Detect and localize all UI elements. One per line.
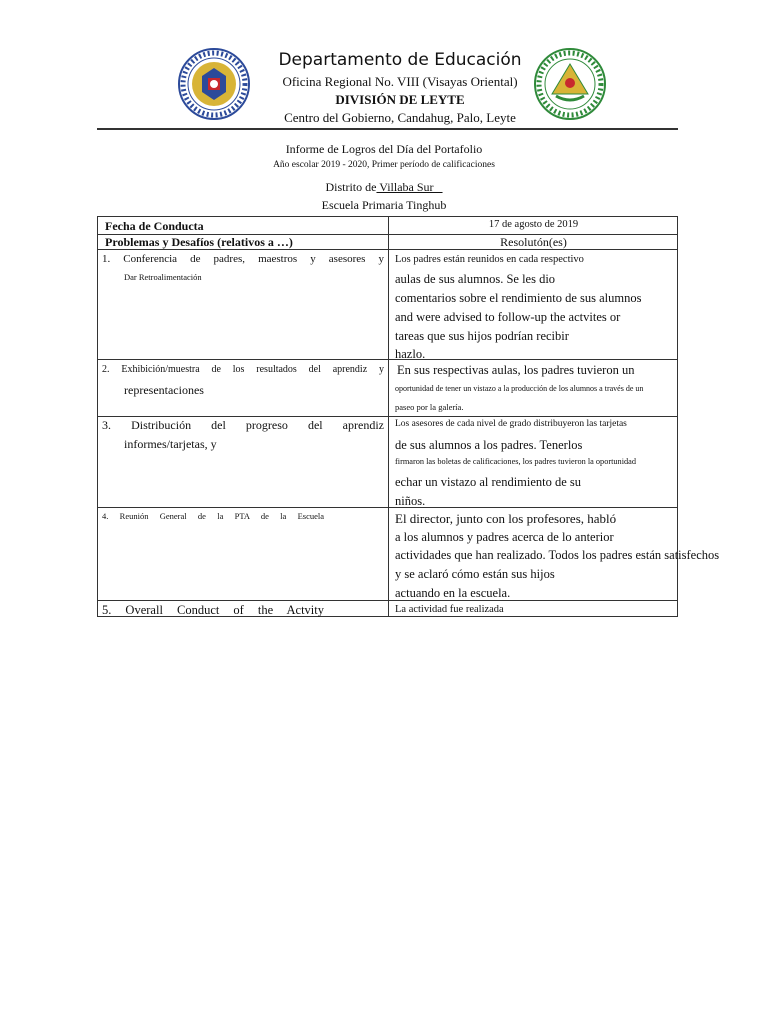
resolution-4-line-5: actuando en la escuela.: [395, 586, 511, 600]
report-title: Informe de Logros del Día del Portafolio: [285, 142, 483, 156]
department-title: Departamento de Educación: [278, 50, 522, 70]
resolution-3-line-5: niños.: [395, 494, 426, 508]
problem-1-sub: Dar Retroalimentación: [124, 272, 202, 282]
resolution-1-line-3: comentarios sobre el rendimiento de sus alumnos: [395, 291, 642, 305]
resolution-5-line-1: La actividad fue realizada: [395, 604, 504, 615]
school-name: Escuela Primaria Tinghub: [321, 198, 447, 212]
resolution-2-line-1: En sus respectivas aulas, los padres tuvieron un: [397, 363, 635, 377]
division-address: Centro del Gobierno, Candahug, Palo, Leyte: [284, 110, 516, 125]
school-year: Año escolar 2019 - 2020, Primer período de calificaciones: [273, 160, 495, 170]
report-table: [97, 216, 720, 617]
resolution-4-line-2: a los alumnos y padres acerca de lo anterior: [395, 530, 614, 544]
resolution-4-line-1: El director, junto con los profesores, habló: [395, 511, 617, 526]
problem-2-sub: representaciones: [124, 383, 204, 397]
problem-1: 1. Conferencia de padres, maestros y asesores y: [102, 253, 384, 265]
resolution-3-line-4: echar un vistazo al rendimiento de su: [395, 475, 582, 489]
resolution-1-line-1: Los padres están reunidos en cada respectivo: [395, 254, 584, 265]
conduct-date-value: 17 de agosto de 2019: [488, 219, 579, 230]
header-divider: [97, 128, 678, 130]
problem-5: 5. Overall Conduct of the Actvity: [102, 603, 324, 617]
problem-3-sub: informes/tarjetas, y: [124, 437, 217, 451]
problems-header: Problemas y Desafíos (relativos a …): [105, 235, 293, 249]
district-label: Distrito de: [325, 180, 377, 194]
resolution-1-line-5: tareas que sus hijos podrían recibir: [395, 329, 569, 343]
resolution-4-line-4: y se aclaró cómo están sus hijos: [395, 567, 555, 581]
resolution-3-line-1: Los asesores de cada nivel de grado distribuyeron las tarjetas: [395, 419, 627, 429]
regional-office: Oficina Regional No. VIII (Visayas Oriental): [282, 74, 518, 89]
resolution-4-line-3: actividades que han realizado. Todos los padres están satisfechos: [395, 548, 720, 562]
conduct-date-label: Fecha de Conducta: [105, 219, 204, 233]
resolution-1-line-6: hazlo.: [395, 347, 426, 361]
problem-3: 3. Distribución del progreso del aprendiz: [102, 418, 384, 432]
district-line: [180, 180, 588, 195]
problem-4: 4. Reunión General de la PTA de la Escuela: [102, 511, 324, 521]
resolution-3-line-2: de sus alumnos a los padres. Tenerlos: [395, 438, 583, 452]
resolution-2-line-2: oportunidad de tener un vistazo a la producción de los alumnos a través de un: [395, 384, 644, 393]
resolution-2-line-3: paseo por la galería.: [395, 402, 464, 412]
division-name: DIVISIÓN DE LEYTE: [335, 92, 465, 107]
problem-2: 2. Exhibición/muestra de los resultados del aprendiz y: [102, 364, 384, 375]
resolution-1-line-2: aulas de sus alumnos. Se les dio: [395, 272, 556, 286]
resolution-3-line-3: firmaron las boletas de calificaciones, los padres tuvieron la oportunidad: [395, 457, 636, 466]
resolutions-header: Resolutón(es): [500, 235, 567, 249]
resolution-1-line-4: and were advised to follow-up the actvites or: [395, 310, 621, 324]
district-name: Villaba Sur: [376, 180, 443, 194]
